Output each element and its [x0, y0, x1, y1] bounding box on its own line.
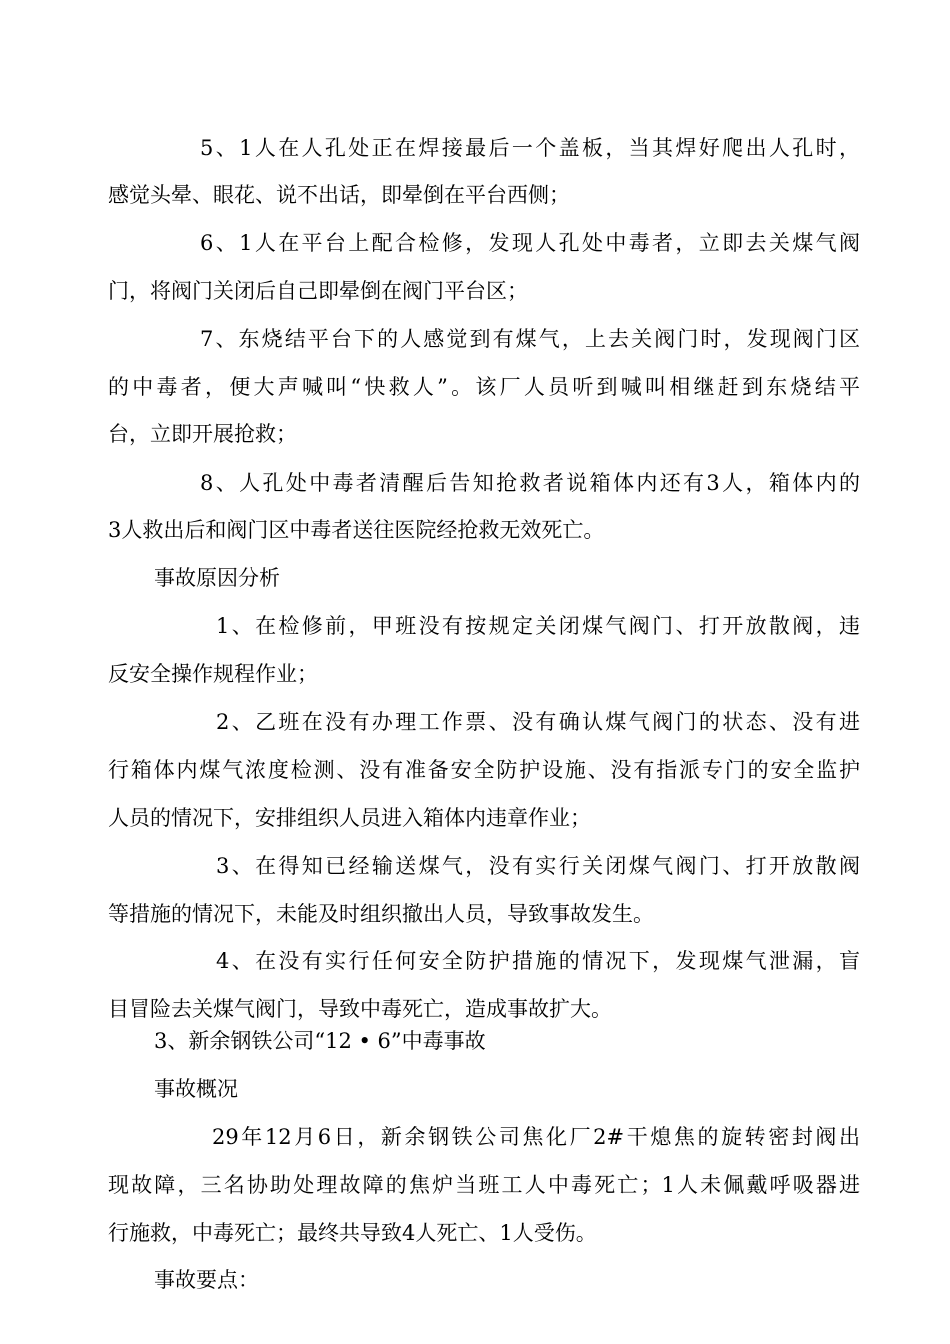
paragraph-line: 3、在得知已经输送煤气，没有实行关闭煤气阀门、打开放散阀 — [216, 854, 860, 878]
section-heading: 事故原因分析 — [154, 566, 280, 590]
paragraph-line: 门，将阀门关闭后自己即晕倒在阀门平台区； — [108, 279, 528, 303]
paragraph-line: 反安全操作规程作业； — [108, 662, 318, 686]
paragraph-line: 人员的情况下，安排组织人员进入箱体内违章作业； — [108, 806, 591, 830]
paragraph-line: 1、在检修前，甲班没有按规定关闭煤气阀门、打开放散阀，违 — [216, 614, 860, 638]
paragraph-line: 2、乙班在没有办理工作票、没有确认煤气阀门的状态、没有进 — [216, 710, 860, 734]
paragraph-line: 7、东烧结平台下的人感觉到有煤气，上去关阀门时，发现阀门区 — [200, 327, 860, 351]
paragraph-line: 现故障，三名协助处理故障的焦炉当班工人中毒死亡；1人未佩戴呼吸器进 — [108, 1173, 860, 1197]
paragraph-line: 目冒险去关煤气阀门，导致中毒死亡，造成事故扩大。 — [108, 997, 612, 1021]
section-heading: 事故概况 — [154, 1077, 238, 1101]
section-heading: 事故要点： — [154, 1268, 259, 1292]
paragraph-line: 感觉头晕、眼花、说不出话，即晕倒在平台西侧； — [108, 183, 570, 207]
paragraph-line: 4、在没有实行任何安全防护措施的情况下，发现煤气泄漏，盲 — [216, 949, 860, 973]
paragraph-line: 5、1人在人孔处正在焊接最后一个盖板，当其焊好爬出人孔时， — [200, 136, 860, 160]
paragraph-line: 的中毒者，便大声喊叫“快救人”。该厂人员听到喊叫相继赶到东烧结平 — [108, 375, 860, 399]
paragraph-line: 3人救出后和阀门区中毒者送往医院经抢救无效死亡。 — [108, 518, 605, 542]
paragraph-line: 行施救，中毒死亡；最终共导致4人死亡、1人受伤。 — [108, 1221, 597, 1245]
section-heading: 3、新余钢铁公司“12 • 6”中毒事故 — [154, 1029, 486, 1053]
paragraph-line: 台，立即开展抢救； — [108, 422, 297, 446]
paragraph-line: 6、1人在平台上配合检修，发现人孔处中毒者，立即去关煤气阀 — [200, 231, 860, 255]
paragraph-line: 29年12月6日，新余钢铁公司焦化厂2#干熄焦的旋转密封阀出 — [212, 1125, 860, 1149]
paragraph-line: 行箱体内煤气浓度检测、没有准备安全防护设施、没有指派专门的安全监护 — [108, 758, 860, 782]
paragraph-line: 等措施的情况下，未能及时组织撤出人员，导致事故发生。 — [108, 902, 654, 926]
paragraph-line: 8、人孔处中毒者清醒后告知抢救者说箱体内还有3人，箱体内的 — [200, 471, 860, 495]
